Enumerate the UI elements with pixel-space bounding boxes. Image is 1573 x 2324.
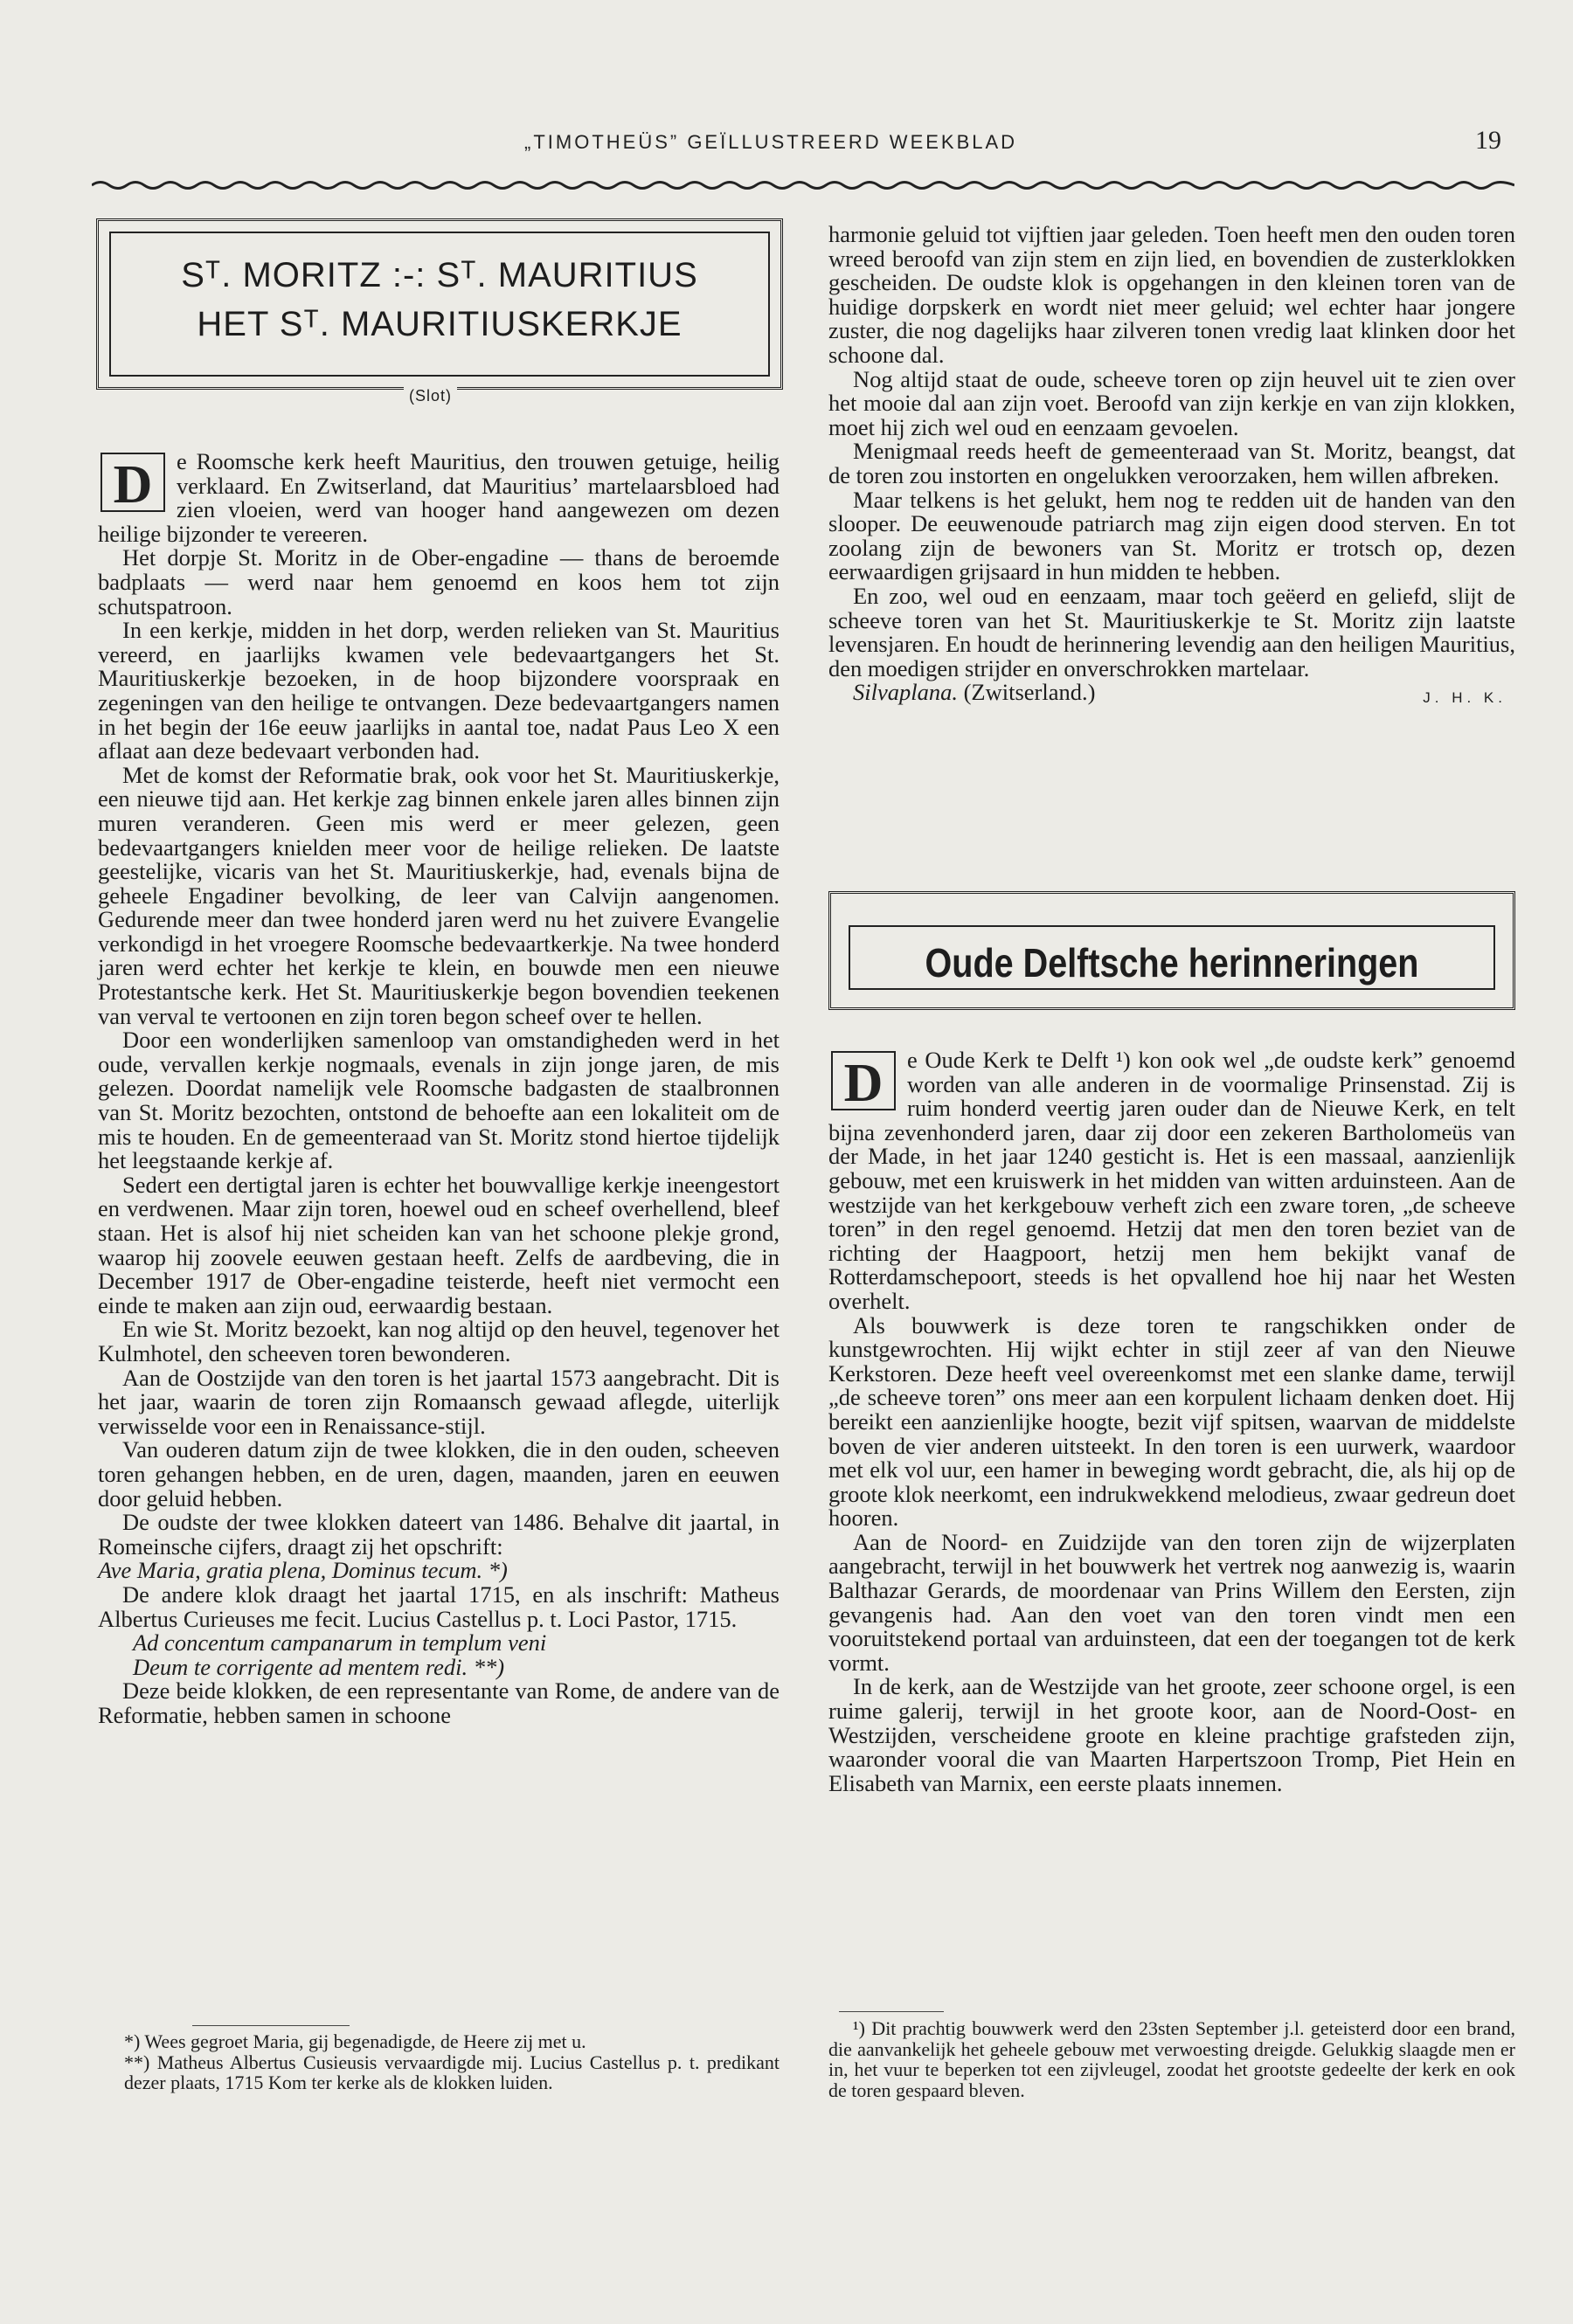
paragraph: Aan de Oostzijde van den toren is het jaartal 1573 aangebracht. Dit is het jaar, waarin de toren zijn Romaansch gewaad aflegde, uiterlijk verwisselde voor een in Renaissance-stijl. (98, 1364, 780, 1439)
paragraph: Menigmaal reeds heeft de gemeenteraad van St. Moritz, beangst, dat de toren zou instorten en ongelukken veroorzaken, hem willen afbreken. (828, 438, 1515, 488)
paragraph: En wie St. Moritz bezoekt, kan nog altijd op den heuvel, tegenover het Kulmhotel, den scheeven toren bewonderen. (98, 1316, 780, 1366)
article1-column-left (98, 450, 780, 1727)
paragraph: Maar telkens is het gelukt, hem nog te redden uit de handen van den slooper. De eeuwenoude patriarch mag zijn eigen dood sterven. En tot zoolang zijn de bewoners van St. Moritz er trotsch op, dezen eerwaardigen grijsaard in hun midden te hebben. (828, 486, 1515, 585)
signature-line (828, 681, 1515, 705)
article1-title-box (96, 218, 783, 390)
dropcap-glyph: D (113, 455, 153, 515)
paragraph: e Roomsche kerk heeft Mauritius, den trouwen getuige, heilig verklaard. En Zwitserland, dat Mauritius’ martelaarsbloed had zien vloeien, werd van hooger hand aangewezen om dezen heilige bijzonder te vereeren. (98, 448, 780, 547)
footnote: *) Wees gegroet Maria, gij begenadigde, de Heere zij met u. (124, 2030, 586, 2052)
dropcap-glyph: D (843, 1054, 884, 1113)
paragraph: De oudste der twee klokken dateert van 1486. Behalve dit jaartal, in Romeinsche cijfers, draagt zij het opschrift: (98, 1509, 780, 1560)
paragraph: Sedert een dertigtal jaren is echter het bouwvallige kerkje ineengestort en verdwenen. Maar zijn toren, hoewel oud en scheef overhellend, bleef staan. Het is alsof hij niet scheiden kan van het schoone plekje grond, waarop hij zoovele eeuwen gestaan heeft. Zelfs de aardbeving, die in December 1917 de Ober-engadine teisterde, heeft niet vermocht een einde te maken aan zijn oud, eerwaardig bestaan. (98, 1171, 780, 1318)
footnote-divider (192, 2025, 350, 2026)
footnote: ¹) Dit prachtig bouwwerk werd den 23sten September j.l. geteisterd door een brand, die aanvankelijk het geheele gebouw met verwoesting dreigde. Gelukkig slaagde men er in, het vuur te beperken tot een zijvleugel, zoodat het grootste gedeelte der kerk en ook de toren gespaard bleven. (828, 2017, 1515, 2101)
paragraph: En zoo, wel oud en eenzaam, maar toch geëerd en geliefd, slijt de scheeve toren van het St. Mauritiuskerkje te St. Moritz zijn laatste levensjaren. En houdt de herinnering levendig aan den heiligen Mauritius, den moedigen strijder en onverschrokken martelaar. (828, 582, 1515, 681)
paragraph: e Oude Kerk te Delft ¹) kon ook wel „de oudste kerk” genoemd worden van alle anderen in de voormalige Prinsenstad. Zij is ruim honderd veertig jaren ouder dan de Nieuwe Kerk, en telt bijna zevenhonderd jaren, daar zij door een zekeren Bartholomeüs van der Made, in het jaar 1240 gesticht is. Het is een massaal, aanzienlijk gebouw, met een kruiswerk in het midden van witten arduinsteen. Aan de westzijde van het kerkgebouw verheft zich een zware toren, „de scheeve toren” in den regel genoemd. Hetzij dat men den toren beziet van de richting der Haagpoort, hetzij men hem bekijkt vanaf de Rotterdamschepoort, steeds is het opvallend hoe hij naar het Westen overhelt. (828, 1047, 1515, 1314)
paragraph: Aan de Noord- en Zuidzijde van den toren zijn de wijzerplaten aangebracht, terwijl in het bouwwerk het vertrek nog aanwezig is, waarin Balthazar Gerards, de moordenaar van Prins Willem den Eersten, zijn gevangenis had. Aan den voet van den toren vindt men een vooruitstekend portaal van arduinsteen, dat een der toegangen tot de kerk vormt. (828, 1528, 1515, 1676)
paragraph: Als bouwwerk is deze toren te rangschikken onder de kunstgewrochten. Hij wijkt echter in stijl zeer af van den Nieuwe Kerkstoren. Deze heeft veel overeenkomst met een slanke dame, terwijl „de scheeve toren” ons meer aan een korpulent lichaam denken doet. Hij bereikt een aanzienlijke hoogte, bezit vijf spitsen, waarvan de middelste boven de vier anderen uitsteekt. In den toren is een uurwerk, waardoor met elk vol uur, een hamer in beweging wordt gebracht, die, als hij op de groote klok neerkomt, een indrukwekkend melodieus, zwaar gedreun doet hooren. (828, 1311, 1515, 1532)
inscription-ave-maria: Ave Maria, gratia plena, Dominus tecum. *) (98, 1557, 508, 1584)
article1-title-line2: HET Sᵀ. MAURITIUSKERKJE (197, 305, 683, 343)
paragraph: harmonie geluid tot vijftien jaar geleden. Toen heeft men den ouden toren wreed beroofd van zijn stem en zijn lied, en bovendien de zusterklokken gescheiden. De oudste klok is opgehangen in den kleinen toren van de huidige dorpskerk en wordt niet meer geluid; wel echter haar jongere zuster, die nog dagelijks haar zilveren tonen vredig laat klinken door het schoone dal. (828, 221, 1515, 368)
paragraph: In een kerkje, midden in het dorp, werden relieken van St. Mauritius vereerd, en jaarlijks kwamen vele bedevaartgangers het St. Mauritiuskerkje bezoeken, in de hoop bijzondere voorspraak en zegeningen van den heilige te ontvangen. Deze bedevaartgangers namen in het begin der 16e eeuw jaarlijks in aantal toe, nadat Paus Leo X een aflaat aan deze bedevaart verbonden had. (98, 617, 780, 764)
inscription-line: Deum te corrigente ad mentem redi. **) (133, 1653, 505, 1680)
header-ornament-rule (92, 179, 1514, 191)
dropcap-letter-d-icon (98, 450, 168, 515)
paragraph: Door een wonderlijken samenloop van omstandigheden werd in het oude, vervallen kerkje nogmaals, evenals in zijn jonge jaren, de mis gelezen. Doordat namelijk vele Roomsche badgasten de staalbronnen van St. Moritz bezochten, ontstond de behoefte aan een lokaliteit om de mis te houden. En de gemeenteraad van St. Moritz stond hiertoe tijdelijk het leegstaande kerkje af. (98, 1027, 780, 1174)
article1-subtitle: (Slot) (404, 387, 457, 405)
page-number: 19 (1475, 126, 1501, 155)
paragraph: Deze beide klokken, de een representante van Rome, de andere van de Reformatie, hebben samen in schoone (98, 1677, 780, 1728)
publication-title: „TIMOTHEÜS” GEÏLLUSTREERD WEEKBLAD (524, 131, 1018, 153)
article2-footnote (828, 2018, 1515, 2100)
page-header (0, 126, 1573, 166)
paragraph: Met de komst der Reformatie brak, ook voor het St. Mauritiuskerkje, een nieuwe tijd aan. Het kerkje zag binnen enkele jaren alles binnen zijn muren veranderen. Geen mis werd er meer gelezen, geen bedevaartgangers knielden meer voor de heilige relieken. De laatste geestelijke, vicaris van het St. Mauritiuskerkje, had, evenals bijna de geheele Engadiner bevolking, de leer van Calvijn aangenomen. Gedurende meer dan twee honderd jaren werd nu het zuivere Evangelie verkondigd in het vroegere Roomsche bedevaartkerkje. Na twee honderd jaren werd echter het kerkje te klein, en bouwde men een nieuwe Protestantsche kerk. Het St. Mauritiuskerkje begon bovendien teekenen van verval te vertoonen en zijn toren begon scheef over te hellen. (98, 761, 780, 1029)
article1-column-right (828, 223, 1515, 710)
paragraph: Van ouderen datum zijn de twee klokken, die in den ouden, scheeven toren gehangen hebben, en de uren, dagen, maanden, jaren en eeuwen door geluid hebben. (98, 1436, 780, 1511)
signature-place: Silvaplana. (853, 679, 958, 706)
article1-footnotes (98, 2031, 780, 2093)
inscription-line: Ad concentum campanarum in templum veni (133, 1629, 547, 1657)
article2-title: Oude Delftsche herinneringen (925, 940, 1419, 986)
footnote-divider (839, 2011, 944, 2012)
paragraph: In de kerk, aan de Westzijde van het groote, zeer schoone orgel, is een ruime galerij, terwijl in het groote koor, aan de Noord-Oost- en Westzijden, verscheidene groote en kleine prachtige grafsteden zijn, waaronder vooral die van Maarten Harpertszoon Tromp, Piet Hein en Elisabeth van Marnix, een eerste plaats innemen. (828, 1673, 1515, 1796)
article2-column (828, 1048, 1515, 1795)
signature-initials: J. H. K. (1423, 689, 1507, 707)
signature-country: (Zwitserland.) (963, 679, 1096, 706)
article2-title-frame (849, 925, 1495, 990)
article1-title-frame (109, 232, 770, 377)
dropcap-letter-d-icon (828, 1048, 898, 1113)
paragraph: Nog altijd staat de oude, scheeve toren op zijn heuvel uit te zien over het mooie dal aan zijn voet. Beroofd van zijn kerkje en van zijn klokken, moet hij zich wel oud en eenzaam gevoelen. (828, 365, 1515, 440)
article1-title-line1: Sᵀ. MORITZ :-: Sᵀ. MAURITIUS (181, 256, 698, 294)
footnote: **) Matheus Albertus Cusieusis vervaardigde mij. Lucius Castellus p. t. predikant dezer plaats, 1715 Kom ter kerke als de klokken luiden. (124, 2051, 780, 2093)
paragraph: Het dorpje St. Moritz in de Ober-engadine — thans de beroemde badplaats — werd naar hem genoemd en koos hem tot zijn schutspatroon. (98, 544, 780, 619)
article2-title-box (828, 891, 1515, 1010)
paragraph: De andere klok draagt het jaartal 1715, en als inschrift: Matheus Albertus Curieuses me fecit. Lucius Castellus p. t. Loci Pastor, 1715. (98, 1580, 780, 1632)
